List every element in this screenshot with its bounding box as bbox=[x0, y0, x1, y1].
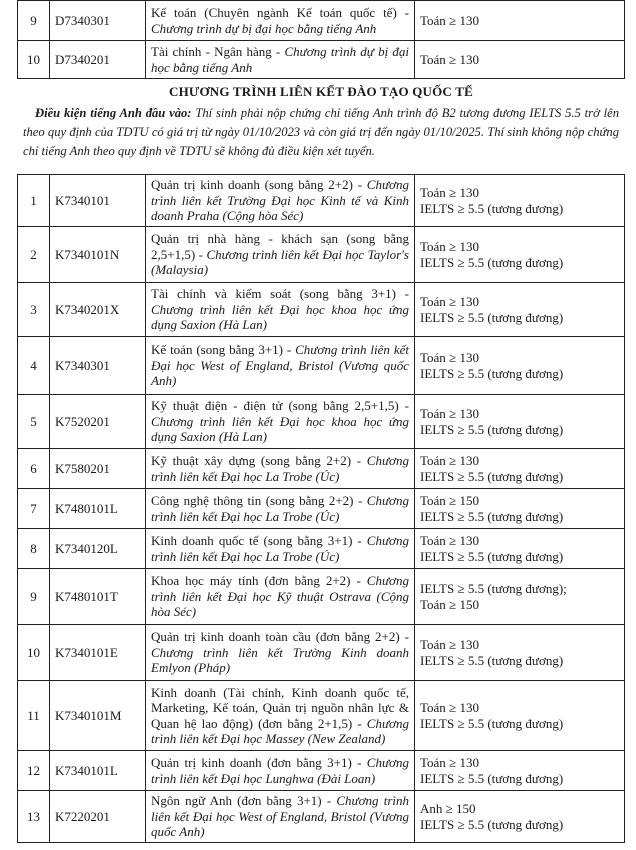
requirement-cell bbox=[415, 449, 625, 489]
program-name-cell bbox=[146, 625, 415, 681]
international-section bbox=[17, 80, 625, 161]
row-number: 13 bbox=[18, 791, 50, 843]
requirement-line: IELTS ≥ 5.5 (tương đương) bbox=[420, 254, 564, 270]
table-row bbox=[18, 751, 625, 791]
requirement-line: Toán ≥ 130 bbox=[420, 239, 479, 254]
requirement-line: IELTS ≥ 5.5 (tương đương); bbox=[420, 581, 567, 596]
note-text: Thí sinh phải nộp chứng chỉ tiếng Anh trình độ B2 tương đương IELTS 5.5 trở lên theo quy định của TDTU có giá trị từ ngày 01/10/2023 và còn giá trị đến ngày 01/10/2025. Thí sinh không nộp chứng chỉ tiếng Anh theo quy định về TDTU sẽ không đủ điều kiện xét tuyển. bbox=[23, 106, 620, 158]
program-partner: Chương trình liên kết Đại học Kỹ thuật Ostrava (Cộng hòa Séc) bbox=[151, 573, 409, 620]
table-row bbox=[18, 41, 625, 79]
program-name: Kế toán (song bằng 3+1) - bbox=[151, 342, 296, 358]
requirement-cell bbox=[415, 175, 625, 227]
table-row bbox=[18, 449, 625, 489]
program-code: K7340101N bbox=[50, 227, 146, 283]
program-partner: Chương trình liên kết Đại học La Trobe (Úc) bbox=[151, 493, 409, 524]
row-number: 12 bbox=[18, 751, 50, 791]
requirement-line: Toán ≥ 130 bbox=[420, 12, 479, 28]
requirement-line: Toán ≥ 130 bbox=[420, 453, 479, 468]
requirement-line: IELTS ≥ 5.5 (tương đương) bbox=[420, 508, 564, 524]
row-number: 11 bbox=[18, 681, 50, 751]
table-row bbox=[18, 1, 625, 41]
requirement-cell bbox=[415, 337, 625, 395]
program-partner: Chương trình liên kết Đại học Lunghwa (Đài Loan) bbox=[151, 755, 409, 786]
row-number: 7 bbox=[18, 489, 50, 529]
program-name: Kinh doanh (Tài chính, Kinh doanh quốc tế, Marketing, Kế toán, Quản trị nguồn nhân lực & Quan hệ lao động) (đơn bằng 2+1,5) - bbox=[151, 684, 409, 731]
row-number: 10 bbox=[18, 41, 50, 79]
requirement-cell bbox=[415, 1, 625, 41]
program-code: K7340120L bbox=[50, 529, 146, 569]
requirement-line: IELTS ≥ 5.5 (tương đương) bbox=[420, 468, 564, 484]
row-number: 1 bbox=[18, 175, 50, 227]
program-name: Quản trị nhà hàng - khách sạn (song bằng 2,5+1,5) - bbox=[151, 231, 409, 262]
requirement-cell bbox=[415, 681, 625, 751]
program-name: Công nghệ thông tin (song bằng 2+2) - bbox=[151, 493, 367, 508]
row-number: 5 bbox=[18, 395, 50, 449]
requirement-cell bbox=[415, 395, 625, 449]
requirement-cell bbox=[415, 41, 625, 79]
program-name: Tài chính - Ngân hàng - bbox=[151, 44, 285, 59]
program-code: K7340201X bbox=[50, 283, 146, 337]
program-name-cell bbox=[146, 1, 415, 41]
english-requirement-note bbox=[23, 104, 619, 161]
requirement-line: Toán ≥ 130 bbox=[420, 637, 479, 652]
row-number: 3 bbox=[18, 283, 50, 337]
row-number: 9 bbox=[18, 1, 50, 41]
program-partner: Chương trình liên kết Đại học Taylor's (Malaysia) bbox=[151, 246, 409, 278]
requirement-line: Toán ≥ 130 bbox=[420, 350, 479, 365]
program-name: Quản trị kinh doanh toàn cầu (đơn bằng 2+2) - bbox=[151, 629, 409, 645]
row-number: 4 bbox=[18, 337, 50, 395]
program-name: Khoa học máy tính (đơn bằng 2+2) - bbox=[151, 573, 367, 589]
program-code: K7480101L bbox=[50, 489, 146, 529]
program-name-cell bbox=[146, 569, 415, 625]
requirement-cell bbox=[415, 489, 625, 529]
requirement-cell bbox=[415, 283, 625, 337]
program-code: K7340101E bbox=[50, 625, 146, 681]
program-partner: Chương trình liên kết Đại học khoa học ứng dụng Saxion (Hà Lan) bbox=[151, 413, 409, 445]
program-name: Quản trị kinh doanh (song bằng 2+2) - bbox=[151, 177, 367, 193]
top-program-table bbox=[17, 0, 625, 79]
requirement-line: IELTS ≥ 5.5 (tương đương) bbox=[420, 200, 564, 216]
program-partner: Chương trình liên kết Đại học La Trobe (Úc) bbox=[151, 533, 409, 564]
program-name: Ngôn ngữ Anh (đơn bằng 3+1) - bbox=[151, 793, 337, 809]
requirement-line: Toán ≥ 130 bbox=[420, 700, 479, 715]
requirement-line: Toán ≥ 130 bbox=[420, 185, 479, 200]
program-name-cell bbox=[146, 41, 415, 79]
note-label: Điều kiện tiếng Anh đầu vào: bbox=[35, 106, 192, 120]
program-name-cell bbox=[146, 337, 415, 395]
requirement-line: Toán ≥ 130 bbox=[420, 51, 479, 67]
program-code: K7340101 bbox=[50, 175, 146, 227]
requirement-line: Anh ≥ 150 bbox=[420, 801, 476, 816]
requirement-cell bbox=[415, 751, 625, 791]
program-name-cell bbox=[146, 791, 415, 843]
program-name-cell bbox=[146, 529, 415, 569]
table-row bbox=[18, 569, 625, 625]
program-name-cell bbox=[146, 449, 415, 489]
program-name: Kinh doanh quốc tế (song bằng 3+1) - bbox=[151, 533, 367, 548]
row-number: 2 bbox=[18, 227, 50, 283]
table-row bbox=[18, 489, 625, 529]
requirement-line: IELTS ≥ 5.5 (tương đương) bbox=[420, 421, 564, 437]
table-row bbox=[18, 791, 625, 843]
requirement-line: IELTS ≥ 5.5 (tương đương) bbox=[420, 548, 564, 564]
program-code: K7480101T bbox=[50, 569, 146, 625]
program-name-cell bbox=[146, 489, 415, 529]
table-row bbox=[18, 681, 625, 751]
requirement-line: Toán ≥ 150 bbox=[420, 596, 479, 612]
requirement-line: IELTS ≥ 5.5 (tương đương) bbox=[420, 365, 564, 381]
program-code: K7340101L bbox=[50, 751, 146, 791]
program-name: Kế toán (Chuyên ngành Kế toán quốc tế) - bbox=[151, 5, 409, 20]
row-number: 9 bbox=[18, 569, 50, 625]
joint-program-table bbox=[17, 174, 625, 843]
table-row bbox=[18, 175, 625, 227]
program-name-cell bbox=[146, 395, 415, 449]
table-row bbox=[18, 337, 625, 395]
requirement-cell bbox=[415, 625, 625, 681]
program-name: Quản trị kinh doanh (đơn bằng 3+1) - bbox=[151, 755, 367, 770]
program-partner: Chương trình liên kết Đại học West of England, Bristol (Vương quốc Anh) bbox=[151, 342, 409, 389]
requirement-line: Toán ≥ 150 bbox=[420, 493, 479, 508]
requirement-line: Toán ≥ 130 bbox=[420, 533, 479, 548]
requirement-line: IELTS ≥ 5.5 (tương đương) bbox=[420, 770, 564, 786]
requirement-line: Toán ≥ 130 bbox=[420, 755, 479, 770]
program-code: K7580201 bbox=[50, 449, 146, 489]
requirement-cell bbox=[415, 227, 625, 283]
requirement-line: Toán ≥ 130 bbox=[420, 406, 479, 421]
program-partner: Chương trình liên kết Trường Đại học Kinh tế và Kinh doanh Praha (Cộng hòa Séc) bbox=[151, 177, 409, 224]
program-name-cell bbox=[146, 227, 415, 283]
table-row bbox=[18, 227, 625, 283]
program-partner: Chương trình liên kết Đại học La Trobe (Úc) bbox=[151, 453, 409, 484]
table-row bbox=[18, 529, 625, 569]
requirement-cell bbox=[415, 569, 625, 625]
row-number: 8 bbox=[18, 529, 50, 569]
requirement-cell bbox=[415, 791, 625, 843]
program-partner: Chương trình liên kết Đại học West of England, Bristol (Vương quốc Anh) bbox=[151, 793, 409, 840]
table-row bbox=[18, 625, 625, 681]
row-number: 6 bbox=[18, 449, 50, 489]
program-name-cell bbox=[146, 175, 415, 227]
requirement-line: IELTS ≥ 5.5 (tương đương) bbox=[420, 309, 564, 325]
program-code: K7220201 bbox=[50, 791, 146, 843]
row-number: 10 bbox=[18, 625, 50, 681]
program-partner: Chương trình liên kết Đại học Massey (New Zealand) bbox=[151, 715, 409, 746]
requirement-cell bbox=[415, 529, 625, 569]
program-code: K7340101M bbox=[50, 681, 146, 751]
program-code: K7340301 bbox=[50, 337, 146, 395]
requirement-line: IELTS ≥ 5.5 (tương đương) bbox=[420, 652, 564, 668]
section-title: CHƯƠNG TRÌNH LIÊN KẾT ĐÀO TẠO QUỐC TẾ bbox=[169, 84, 473, 99]
program-name-cell bbox=[146, 681, 415, 751]
program-name-cell bbox=[146, 283, 415, 337]
program-name: Kỹ thuật điện - điện tử (song bằng 2,5+1,5) - bbox=[151, 398, 409, 414]
requirement-line: Toán ≥ 130 bbox=[420, 294, 479, 309]
program-code: K7520201 bbox=[50, 395, 146, 449]
program-code: D7340301 bbox=[50, 1, 146, 41]
program-name-cell bbox=[146, 751, 415, 791]
program-partner: Chương trình dự bị đại học bằng tiếng Anh bbox=[151, 20, 377, 36]
program-partner: Chương trình liên kết Trường Kinh doanh Emlyon (Pháp) bbox=[151, 644, 409, 676]
program-partner: Chương trình liên kết Đại học khoa học ứng dụng Saxion (Hà Lan) bbox=[151, 301, 409, 333]
program-name: Kỹ thuật xây dựng (song bằng 2+2) - bbox=[151, 453, 367, 468]
program-name: Tài chính và kiểm soát (song bằng 3+1) - bbox=[151, 286, 409, 302]
table-row bbox=[18, 283, 625, 337]
requirement-line: IELTS ≥ 5.5 (tương đương) bbox=[420, 816, 564, 832]
requirement-line: IELTS ≥ 5.5 (tương đương) bbox=[420, 715, 564, 731]
program-partner: Chương trình dự bị đại học bằng tiếng Anh bbox=[151, 44, 409, 75]
table-row bbox=[18, 395, 625, 449]
program-code: D7340201 bbox=[50, 41, 146, 79]
